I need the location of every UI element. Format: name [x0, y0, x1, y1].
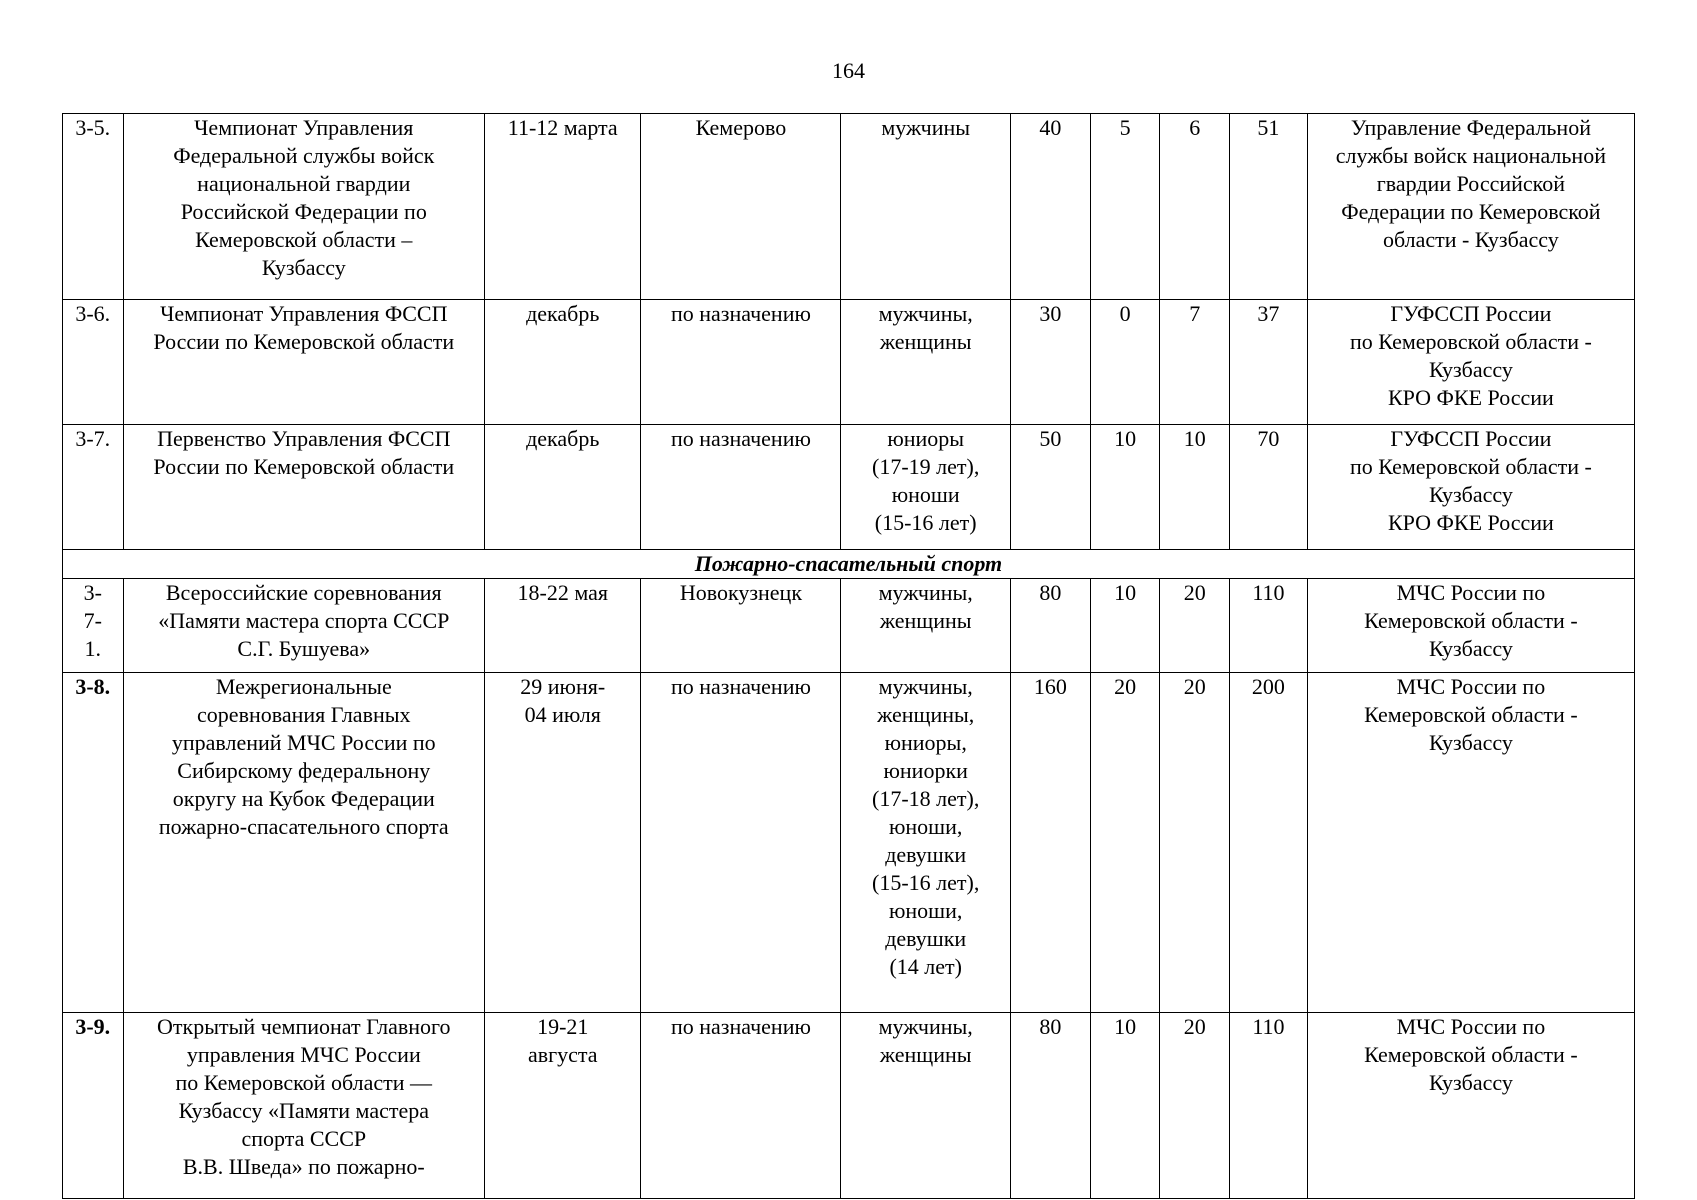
count-cell-2: 0 — [1090, 300, 1160, 425]
count-cell-1: 160 — [1011, 673, 1091, 1013]
event-dates-cell: 18-22 мая — [485, 579, 641, 673]
row-number-cell: 3-9. — [63, 1013, 124, 1199]
count-cell-3: 6 — [1160, 114, 1230, 300]
row-number-cell: 3-5. — [63, 114, 124, 300]
event-dates-cell: 19-21 августа — [485, 1013, 641, 1199]
event-dates-cell: декабрь — [485, 300, 641, 425]
events-table — [62, 113, 1635, 1199]
row-number-cell: 3-6. — [63, 300, 124, 425]
count-cell-1: 80 — [1011, 579, 1091, 673]
row-number-cell: 3- 7- 1. — [63, 579, 124, 673]
count-total-cell: 200 — [1230, 673, 1308, 1013]
count-cell-3: 10 — [1160, 425, 1230, 550]
event-name-cell: Чемпионат Управления Федеральной службы войск национальной гвардии Российской Федерации по Кемеровской области – Кузбассу — [123, 114, 484, 300]
event-dates-cell: декабрь — [485, 425, 641, 550]
event-name-cell: Всероссийские соревнования «Памяти мастера спорта СССР С.Г. Бушуева» — [123, 579, 484, 673]
count-total-cell: 110 — [1230, 1013, 1308, 1199]
participants-cell: мужчины, женщины — [841, 300, 1011, 425]
table-row — [63, 1013, 1635, 1199]
event-dates-cell: 29 июня- 04 июля — [485, 673, 641, 1013]
event-place-cell: Кемерово — [641, 114, 841, 300]
organizer-cell: ГУФССП России по Кемеровской области - Кузбассу КРО ФКЕ России — [1307, 300, 1634, 425]
table-row — [63, 300, 1635, 425]
organizer-cell: МЧС России по Кемеровской области - Кузбассу — [1307, 673, 1634, 1013]
event-name-cell: Чемпионат Управления ФССП России по Кемеровской области — [123, 300, 484, 425]
event-name-cell: Межрегиональные соревнования Главных управлений МЧС России по Сибирскому федеральнону округу на Кубок Федерации пожарно-спасательного спорта — [123, 673, 484, 1013]
count-cell-1: 80 — [1011, 1013, 1091, 1199]
participants-cell: мужчины, женщины — [841, 1013, 1011, 1199]
table-row — [63, 673, 1635, 1013]
organizer-cell: ГУФССП России по Кемеровской области - Кузбассу КРО ФКЕ России — [1307, 425, 1634, 550]
count-cell-2: 10 — [1090, 579, 1160, 673]
page-number: 164 — [832, 58, 865, 83]
count-total-cell: 51 — [1230, 114, 1308, 300]
count-total-cell: 37 — [1230, 300, 1308, 425]
count-cell-1: 40 — [1011, 114, 1091, 300]
participants-cell: мужчины — [841, 114, 1011, 300]
organizer-cell: Управление Федеральной службы войск национальной гвардии Российской Федерации по Кемеровской области - Кузбассу — [1307, 114, 1634, 300]
count-cell-2: 10 — [1090, 1013, 1160, 1199]
event-place-cell: по назначению — [641, 300, 841, 425]
event-place-cell: по назначению — [641, 1013, 841, 1199]
event-name-cell: Первенство Управления ФССП России по Кемеровской области — [123, 425, 484, 550]
event-name-cell: Открытый чемпионат Главного управления МЧС России по Кемеровской области — Кузбассу «Памяти мастера спорта СССР В.В. Шведа» по пожарно- — [123, 1013, 484, 1199]
count-cell-3: 20 — [1160, 1013, 1230, 1199]
event-dates-cell: 11-12 марта — [485, 114, 641, 300]
event-place-cell: по назначению — [641, 425, 841, 550]
participants-cell: мужчины, женщины — [841, 579, 1011, 673]
count-cell-3: 20 — [1160, 673, 1230, 1013]
table-body — [63, 114, 1635, 1199]
count-total-cell: 110 — [1230, 579, 1308, 673]
section-title: Пожарно-спасательный спорт — [63, 550, 1635, 579]
count-cell-2: 20 — [1090, 673, 1160, 1013]
participants-cell: юниоры (17-19 лет), юноши (15-16 лет) — [841, 425, 1011, 550]
participants-cell: мужчины, женщины, юниоры, юниорки (17-18 лет), юноши, девушки (15-16 лет), юноши, девушки (14 лет) — [841, 673, 1011, 1013]
organizer-cell: МЧС России по Кемеровской области - Кузбассу — [1307, 579, 1634, 673]
section-header-row — [63, 550, 1635, 579]
count-cell-2: 10 — [1090, 425, 1160, 550]
table-row — [63, 579, 1635, 673]
count-total-cell: 70 — [1230, 425, 1308, 550]
table-row — [63, 114, 1635, 300]
organizer-cell: МЧС России по Кемеровской области - Кузбассу — [1307, 1013, 1634, 1199]
count-cell-3: 7 — [1160, 300, 1230, 425]
row-number-cell: 3-7. — [63, 425, 124, 550]
count-cell-2: 5 — [1090, 114, 1160, 300]
table-row — [63, 425, 1635, 550]
event-place-cell: Новокузнецк — [641, 579, 841, 673]
count-cell-1: 50 — [1011, 425, 1091, 550]
row-number-cell: 3-8. — [63, 673, 124, 1013]
count-cell-3: 20 — [1160, 579, 1230, 673]
event-place-cell: по назначению — [641, 673, 841, 1013]
count-cell-1: 30 — [1011, 300, 1091, 425]
